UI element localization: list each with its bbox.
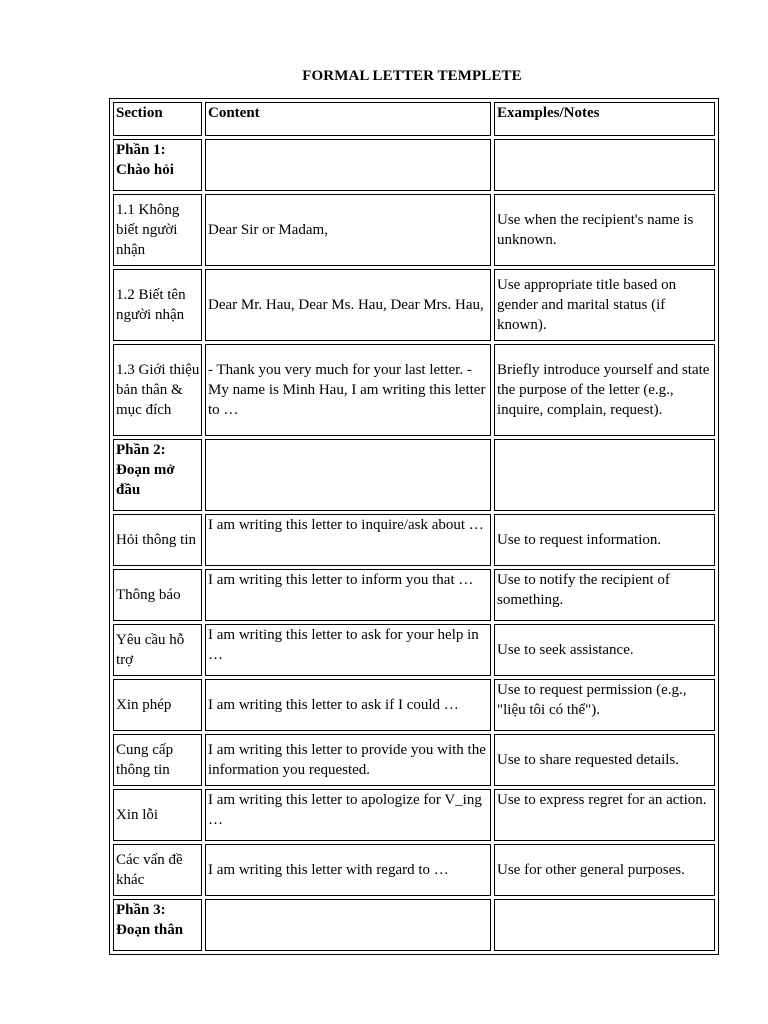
notes-cell <box>494 139 715 191</box>
notes-cell: Use to seek assistance. <box>494 624 715 676</box>
content-cell: I am writing this letter to ask if I could … <box>205 679 491 731</box>
notes-cell: Use to request information. <box>494 514 715 566</box>
notes-cell: Use to notify the recipient of something. <box>494 569 715 621</box>
table-row <box>113 569 715 621</box>
section-cell: Các vấn đề khác <box>113 844 202 896</box>
content-cell: Dear Mr. Hau, Dear Ms. Hau, Dear Mrs. Hau, <box>205 269 491 341</box>
notes-cell: Use to express regret for an action. <box>494 789 715 841</box>
header-content: Content <box>205 102 491 136</box>
section-cell: Hỏi thông tin <box>113 514 202 566</box>
table-row <box>113 439 715 511</box>
content-cell: - Thank you very much for your last letter. - My name is Minh Hau, I am writing this letter to … <box>205 344 491 436</box>
content-cell: I am writing this letter with regard to … <box>205 844 491 896</box>
content-cell <box>205 139 491 191</box>
header-section: Section <box>113 102 202 136</box>
section-cell: Thông báo <box>113 569 202 621</box>
section-cell: Phần 2: Đoạn mở đầu <box>113 439 202 511</box>
table-row <box>113 139 715 191</box>
content-cell: I am writing this letter to provide you with the information you requested. <box>205 734 491 786</box>
section-cell: 1.2 Biết tên người nhận <box>113 269 202 341</box>
content-cell: I am writing this letter to apologize for V_ing … <box>205 789 491 841</box>
section-cell: Xin phép <box>113 679 202 731</box>
header-notes: Examples/Notes <box>494 102 715 136</box>
section-cell: Phần 1: Chào hỏi <box>113 139 202 191</box>
notes-cell <box>494 899 715 951</box>
table-row <box>113 269 715 341</box>
document-title: FORMAL LETTER TEMPLETE <box>302 68 522 84</box>
content-cell: I am writing this letter to inform you that … <box>205 569 491 621</box>
letter-template-table <box>109 98 719 955</box>
notes-cell: Briefly introduce yourself and state the purpose of the letter (e.g., inquire, complain, request). <box>494 344 715 436</box>
section-cell: Xin lỗi <box>113 789 202 841</box>
content-cell <box>205 439 491 511</box>
notes-cell: Use for other general purposes. <box>494 844 715 896</box>
content-cell: I am writing this letter to inquire/ask about … <box>205 514 491 566</box>
content-cell: Dear Sir or Madam, <box>205 194 491 266</box>
notes-cell: Use appropriate title based on gender and marital status (if known). <box>494 269 715 341</box>
section-cell: Cung cấp thông tin <box>113 734 202 786</box>
table-row <box>113 679 715 731</box>
table-row <box>113 789 715 841</box>
table-row <box>113 514 715 566</box>
table-header-row <box>113 102 715 136</box>
table-row <box>113 844 715 896</box>
section-cell: Phần 3: Đoạn thân <box>113 899 202 951</box>
table-row <box>113 734 715 786</box>
table-row <box>113 899 715 951</box>
content-cell <box>205 899 491 951</box>
notes-cell: Use when the recipient's name is unknown. <box>494 194 715 266</box>
table-row <box>113 344 715 436</box>
notes-cell: Use to share requested details. <box>494 734 715 786</box>
table-row <box>113 624 715 676</box>
content-cell: I am writing this letter to ask for your help in … <box>205 624 491 676</box>
section-cell: 1.3 Giới thiệu bản thân & mục đích <box>113 344 202 436</box>
table-row <box>113 194 715 266</box>
notes-cell: Use to request permission (e.g., "liệu tôi có thể"). <box>494 679 715 731</box>
section-cell: Yêu cầu hỗ trợ <box>113 624 202 676</box>
notes-cell <box>494 439 715 511</box>
section-cell: 1.1 Không biết người nhận <box>113 194 202 266</box>
